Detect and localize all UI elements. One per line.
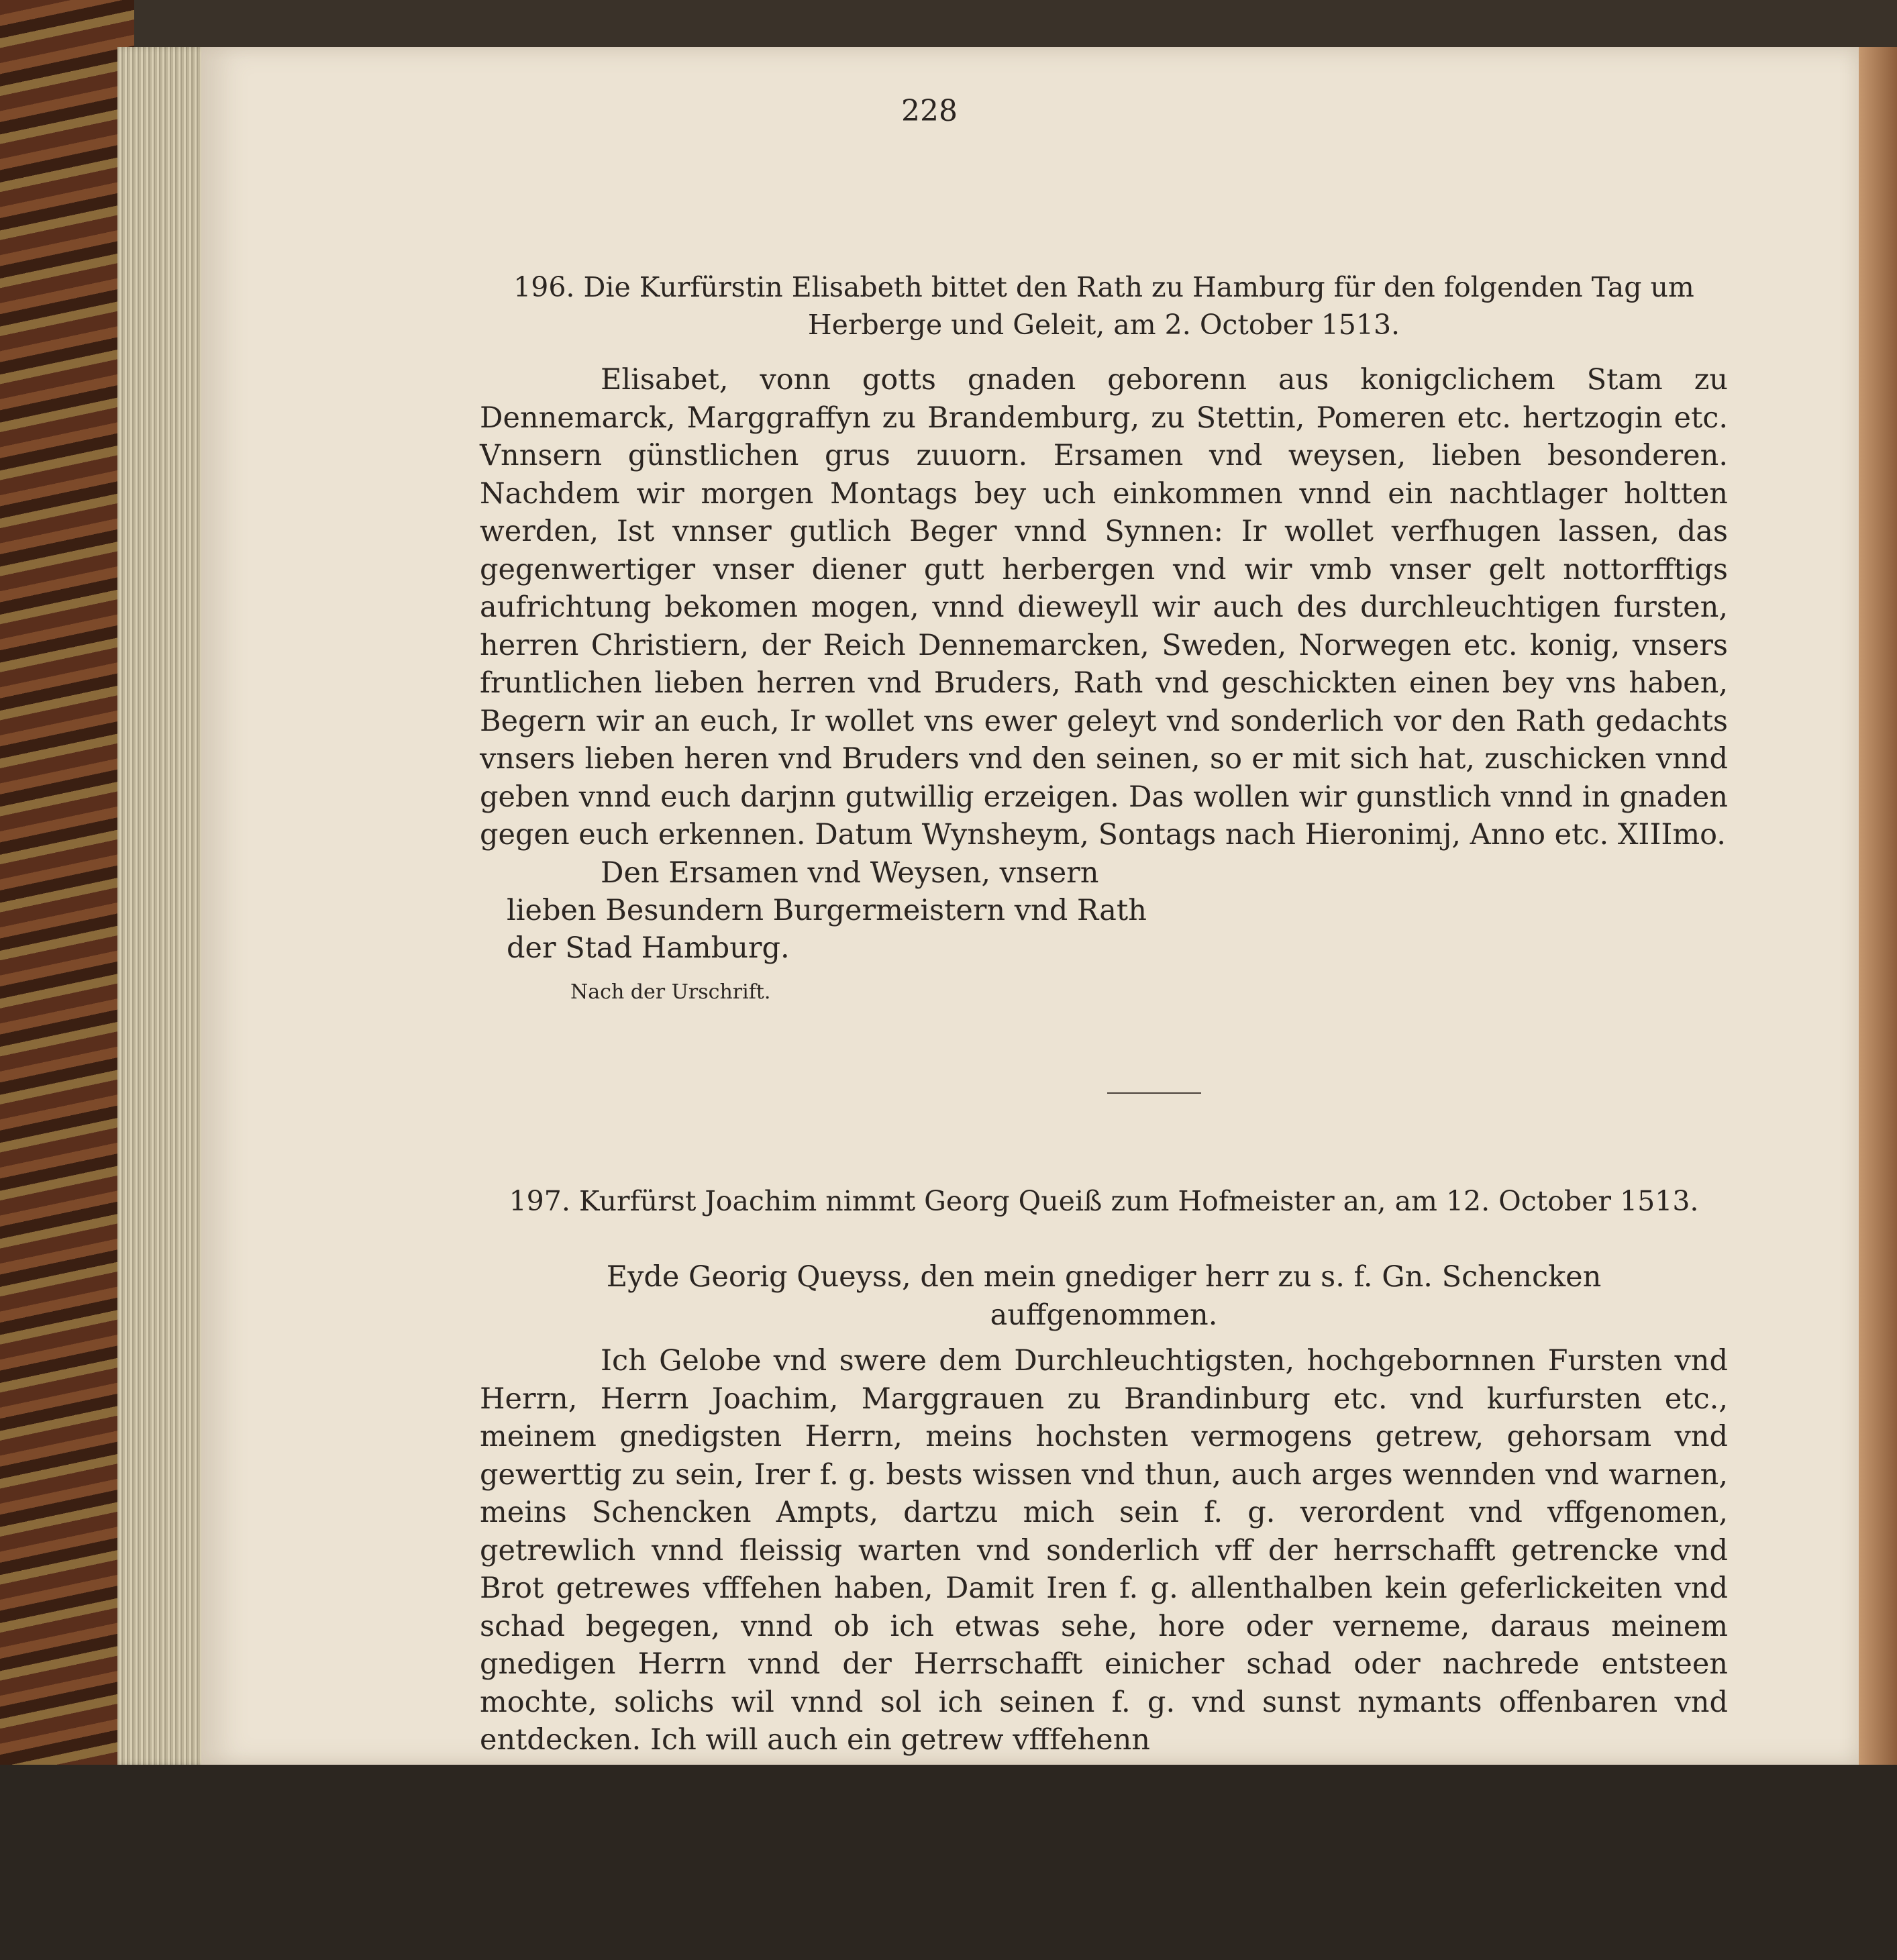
- document-197-body: [480, 1342, 1728, 1759]
- book-spine-marbled-edge: [0, 0, 134, 1960]
- address-line-1: Den Ersamen vnd Weysen, vnsern: [601, 856, 1099, 890]
- top-background: [0, 0, 1897, 47]
- address-line-2: lieben Besundern Burgermeistern vnd Rath: [507, 893, 1147, 927]
- document-196: [480, 268, 1728, 344]
- heading-line-2: Herberge und Geleit, am 2. October 1513.: [807, 309, 1400, 341]
- source-note: Nach der Urschrift.: [570, 980, 771, 1004]
- document-197-title: [480, 1258, 1728, 1334]
- document-197-heading: 197. Kurfürst Joachim nimmt Georg Queiß zum Hofmeister an, am 12. October 1513.: [509, 1185, 1699, 1217]
- letter-body: Elisabet, vonn gotts gnaden geborenn aus konigclichem Stam zu Dennemarck, Marggraffyn zu Brandemburg, zu Stettin, Pomeren etc. hertzogin etc. Vnnsern günstlichen grus zuuorn. Ersamen vnd weysen, lieben besonderen. Nachdem wir morgen Montags bey uch einkommen vnnd ein nachtlager holtten werden, Ist vnnser gutlich Beger vnnd Synnen: Ir wollet verfhugen lassen, das gegenwertiger vnser diener gutt herbergen vnd wir vmb vnser gelt nottorfftigs aufrichtung bekomen mogen, vnnd dieweyll wir auch des durchleuchtigen fursten, herren Christiern, der Reich Dennemarcken, Sweden, Norwegen etc. konig, vnsers fruntlichen lieben herren vnd Bruders, Rath vnd geschickten einen bey vns haben, Begern wir an euch, Ir wollet vns ewer geleyt vnd sonderlich vor den Rath gedachts vnsers lieben heren vnd Bruders vnd den seinen, so er mit sich hat, zuschicken vnnd geben vnnd euch darjnn gutwillig erzeigen. Das wollen wir gunstlich vnnd in gnaden gegen euch erkennen. Datum Wynsheym, Sontags nach Hieronimj, Anno etc. XIIImo.: [480, 363, 1728, 852]
- document-196-body: [480, 361, 1728, 1011]
- heading-line-1: 196. Die Kurfürstin Elisabeth bittet den Rath zu Hamburg für den folgenden Tag um: [513, 271, 1694, 303]
- bottom-background: [0, 1765, 1897, 1960]
- document-197: [480, 1182, 1728, 1220]
- oath-title-line-2: auffgenommen.: [990, 1298, 1218, 1332]
- oath-body: Ich Gelobe vnd swere dem Durchleuchtigsten, hochgebornnen Fursten vnd Herrn, Herrn Joachim, Marggrauen zu Brandinburg etc. vnd kurfursten etc., meinem gnedigsten Herrn, meins hochsten vermogens getrew, gehorsam vnd gewerttig zu sein, Irer f. g. bests wissen vnd thun, auch arges wennden vnd warnen, meins Schencken Ampts, dartzu mich sein f. g. verordent vnd vffgenomen, getrewlich vnnd fleissig warten vnd sonderlich vff der herrschafft getrencke vnd Brot getrewes vfffehen haben, Damit Iren f. g. allenthalben kein geferlickeiten vnd schad begegen, vnnd ob ich etwas sehe, hore oder verneme, daraus meinem gnedigen Herrn vnnd der Herrschafft einicher schad oder nachrede entsteen mochte, solichs wil vnnd sol ich seinen f. g. vnd sunst nymants offenbaren vnd entdecken. Ich will auch ein getrew vfffehenn: [480, 1344, 1728, 1757]
- document-196-heading: [480, 268, 1728, 344]
- address-line-3: der Stad Hamburg.: [507, 931, 790, 965]
- page-number: 228: [901, 94, 958, 128]
- oath-title-line-1: Eyde Georig Queyss, den mein gnediger herr zu s. f. Gn. Schencken: [606, 1260, 1602, 1294]
- section-divider: [1107, 1092, 1201, 1094]
- right-cover-edge: [1857, 47, 1897, 1765]
